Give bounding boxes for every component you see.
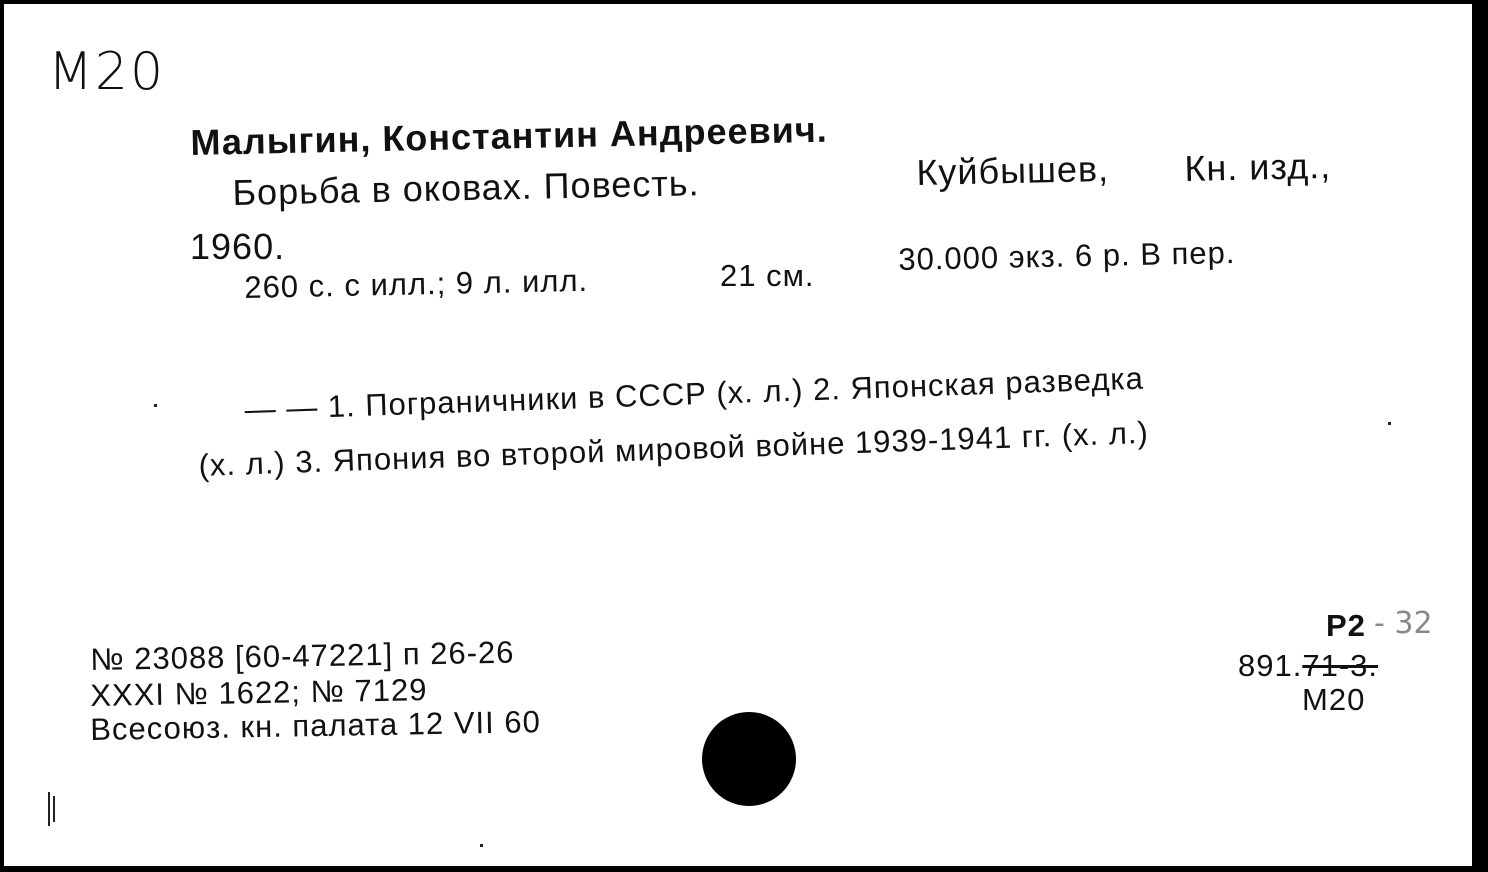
pencil-note: - 32	[1374, 606, 1433, 641]
udc-struck-suffix: 71-3.	[1302, 648, 1379, 683]
udc-prefix: 891.	[1238, 648, 1303, 683]
catalog-card	[4, 4, 1472, 866]
edge-mark	[48, 792, 50, 826]
scan-border	[1474, 0, 1488, 872]
pagination: 260 с. с илл.; 9 л. илл.	[244, 262, 589, 305]
dimensions: 21 см.	[720, 258, 815, 293]
dust-speck	[1388, 422, 1391, 425]
shelf-call-number: М20	[1302, 682, 1366, 717]
edge-mark	[53, 796, 55, 822]
series-number: XXXI № 1622; № 7129	[90, 672, 428, 713]
handwritten-call-number: M20	[48, 42, 166, 102]
udc-number	[1238, 648, 1378, 684]
punch-hole	[702, 712, 796, 806]
dust-speck	[154, 404, 157, 407]
classification-code: Р2	[1326, 608, 1366, 643]
author-heading: Малыгин, Константин Андреевич.	[190, 108, 829, 163]
dust-speck	[480, 844, 483, 847]
book-title: Борьба в оковах. Повесть.	[232, 162, 700, 213]
subject-headings-line-1: — — 1. Пограничники в СССР (х. л.) 2. Японская разведка	[244, 360, 1145, 427]
print-run-price: 30.000 экз. 6 р. В пер.	[898, 234, 1236, 277]
chamber-imprint: Всесоюз. кн. палата 12 VII 60	[90, 704, 542, 747]
title-statement	[232, 162, 700, 214]
publication-place: Куйбышев,	[916, 147, 1110, 193]
registration-number: № 23088 [60-47221] п 26-26	[90, 634, 515, 677]
publication-year: 1960.	[190, 226, 286, 267]
subject-headings-line-2: (х. л.) 3. Япония во второй мировой войне 1939-1941 гг. (х. л.)	[198, 414, 1150, 483]
publisher: Кн. изд.,	[1184, 144, 1332, 189]
